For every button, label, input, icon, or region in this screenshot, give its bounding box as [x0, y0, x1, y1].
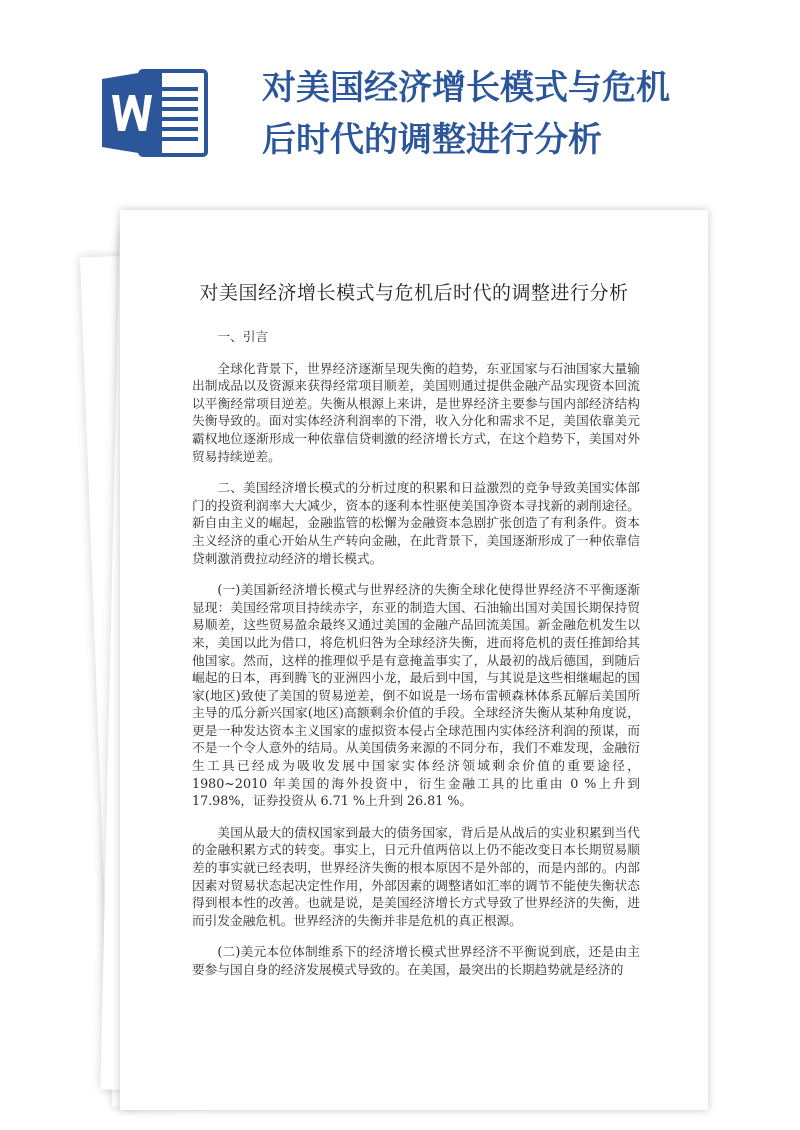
header-banner — [0, 0, 800, 200]
header-title: 对美国经济增长模式与危机后时代的调整进行分析 — [262, 68, 670, 160]
word-document-icon — [100, 65, 212, 161]
paragraph: (二)美元本位体制维系下的经济增长模式世界经济不平衡说到底，还是由主要参与国自身的经济发展模式导致的。在美国，最突出的长期趋势就是经济的 — [192, 944, 640, 977]
document-page — [120, 210, 708, 1110]
document-body — [192, 328, 640, 993]
paragraph: 全球化背景下，世界经济逐渐呈现失衡的趋势，东亚国家与石油国家大量输出制成品以及资源来获得经常项目顺差，美国则通过提供金融产品实现资本回流以平衡经常项目逆差。失衡从根源上来讲，是世界经济主要参与国内部经济结构失衡导致的。面对实体经济利润率的下滑，收入分化和需求不足，美国依靠美元霸权地位逐渐形成一种依靠信贷刺激的经济增长方式，在这个趋势下，美国对外贸易持续逆差。 — [192, 360, 640, 464]
section-heading: 一、引言 — [217, 329, 269, 344]
paragraph: 二、美国经济增长模式的分析过度的积累和日益激烈的竞争导致美国实体部门的投资利润率大大减少，资本的逐利本性驱使美国净资本寻找新的剥削途径。新自由主义的崛起，金融监管的松懈为金融资本急剧扩张创造了有利条件。资本主义经济的重心开始从生产转向金融，在此背景下，美国逐渐形成了一种依靠信贷刺激消费拉动经济的增长模式。 — [192, 480, 640, 566]
document-title: 对美国经济增长模式与危机后时代的调整进行分析 — [199, 282, 629, 304]
paragraph: 美国从最大的债权国家到最大的债务国家，背后是从战后的实业积累到当代的金融积累方式的转变。事实上，日元升值两倍以上仍不能改变日本长期贸易顺差的事实就已经表明，世界经济失衡的根本原因不是外部的，而是内部的。内部因素对贸易状态起决定性作用，外部因素的调整诸如汇率的调节不能使失衡状态得到根本性的改善。也就是说，是美国经济增长方式导致了世界经济的失衡，进而引发金融危机。世界经济的失衡并非是危机的真正根源。 — [192, 824, 640, 928]
paragraph: (一)美国新经济增长模式与世界经济的失衡全球化使得世界经济不平衡逐渐显现：美国经常项目持续赤字，东亚的制造大国、石油输出国对美国长期保持贸易顺差，这些贸易盈余最终又通过美国的金融产品回流美国。新金融危机发生以来，美国以此为借口，将危机归咎为全球经济失衡，进而将危机的责任推卸给其他国家。然而，这样的推理似乎是有意掩盖事实了，从最初的战后德国，到随后崛起的日本，再到腾飞的亚洲四小龙，最后到中国，与其说是这些相继崛起的国家(地区)致使了美国的贸易逆差，倒不如说是一场布雷顿森林体系瓦解后美国所主导的瓜分新兴国家(地区)高额剩余价值的手段。全球经济失衡从某种角度说，更是一种发达资本主义国家的虚拟资本侵占全球范围内实体经济利润的预谋，而不是一个令人意外的结局。从美国债务来源的不同分布，我们不难发现，金融衍生工具已经成为吸收发展中国家实体经济领域剩余价值的重要途径，1980~2010 年美国的海外投资中，衍生金融工具的比重由 0 %上升到 17.98%，证券投资从 6.71 %上升到 26.81 %。 — [192, 582, 640, 809]
